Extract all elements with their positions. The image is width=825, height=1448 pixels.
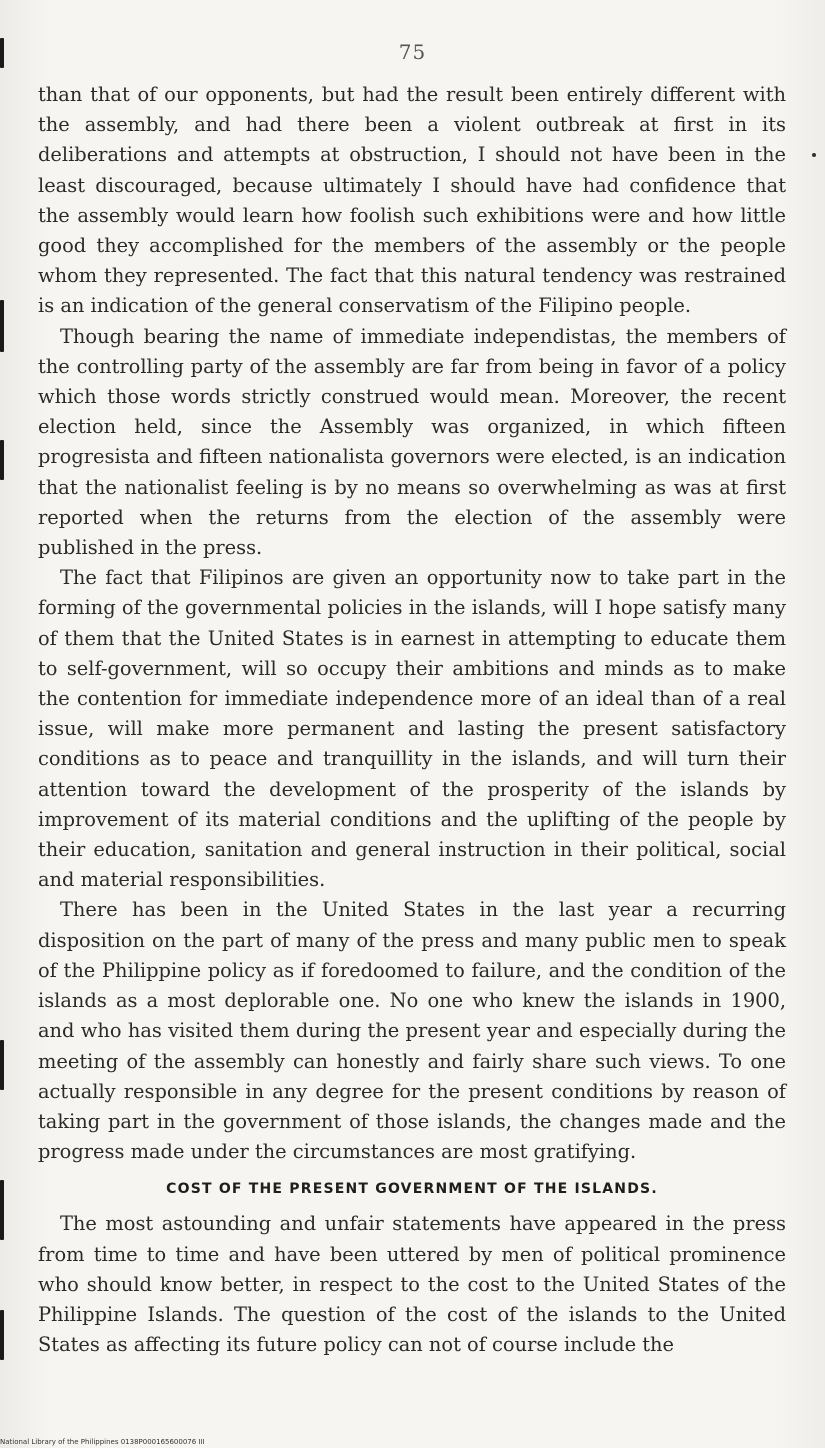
paragraph: The fact that Filipinos are given an opportunity now to take part in the forming of the governmental policies in the islands, will I hope satisfy many of them that the United States is in earnest in attempting to educate them to self-government, will so occupy their ambitions and minds as to make the contention for immediate independence more of an ideal than of a real issue, will make more permanent and lasting the present satisfactory conditions as to peace and tranquillity in the islands, and will turn their attention toward the development of the prosperity of the islands by improvement of its material conditions and the uplifting of the people by their education, sanitation and general instruction in their political, social and material responsibilities. xyxy=(38,566,786,892)
paragraph: Though bearing the name of immediate independistas, the members of the controlling party of the assembly are far from being in favor of a policy which those words strictly construed would mean. Moreover, the recent election held, since the Assembly was organized, in which fifteen progresista and fifteen nationalista governors were elected, is an indication that the nationalist feeling is by no means so overwhelming as was at first reported when the returns from the election of the assembly were published in the press. xyxy=(38,324,786,560)
section-heading: COST OF THE PRESENT GOVERNMENT OF THE ISLANDS. xyxy=(166,1181,658,1198)
scan-speck xyxy=(812,153,816,157)
body-text xyxy=(38,80,786,1360)
scan-edge-mark xyxy=(0,1180,4,1240)
page-number: 75 xyxy=(398,40,427,64)
scan-footer-label: National Library of the Philippines 0138P000165600076 III xyxy=(0,1438,205,1446)
scan-edge-mark xyxy=(0,440,4,480)
scan-edge-mark xyxy=(0,1040,4,1090)
scan-edge-mark xyxy=(0,300,4,352)
scan-edge-mark xyxy=(0,1310,4,1360)
paragraph: The most astounding and unfair statements have appeared in the press from time to time and have been uttered by men of political prominence who should know better, in respect to the cost to the United States of the Philippine Islands. The question of the cost of the islands to the United States as affecting its future policy can not of course include the xyxy=(38,1212,786,1357)
paragraph: There has been in the United States in the last year a recurring disposition on the part of many of the press and many public men to speak of the Philippine policy as if foredoomed to failure, and the condition of the islands as a most deplorable one. No one who knew the islands in 1900, and who has visited them during the present year and especially during the meeting of the assembly can honestly and fairly share such views. To one actually responsible in any degree for the present conditions by reason of taking part in the government of those islands, the changes made and the progress made under the circumstances are most gratifying. xyxy=(38,898,786,1164)
paragraph: than that of our opponents, but had the result been entirely different with the assembly, and had there been a violent outbreak at first in its deliberations and attempts at obstruction, I should not have been in the least discouraged, because ultimately I should have had confidence that the assembly would learn how foolish such exhibitions were and how little good they accomplished for the members of the assembly or the people whom they represented. The fact that this natural tendency was restrained is an indication of the general conservatism of the Filipino people. xyxy=(38,83,786,318)
